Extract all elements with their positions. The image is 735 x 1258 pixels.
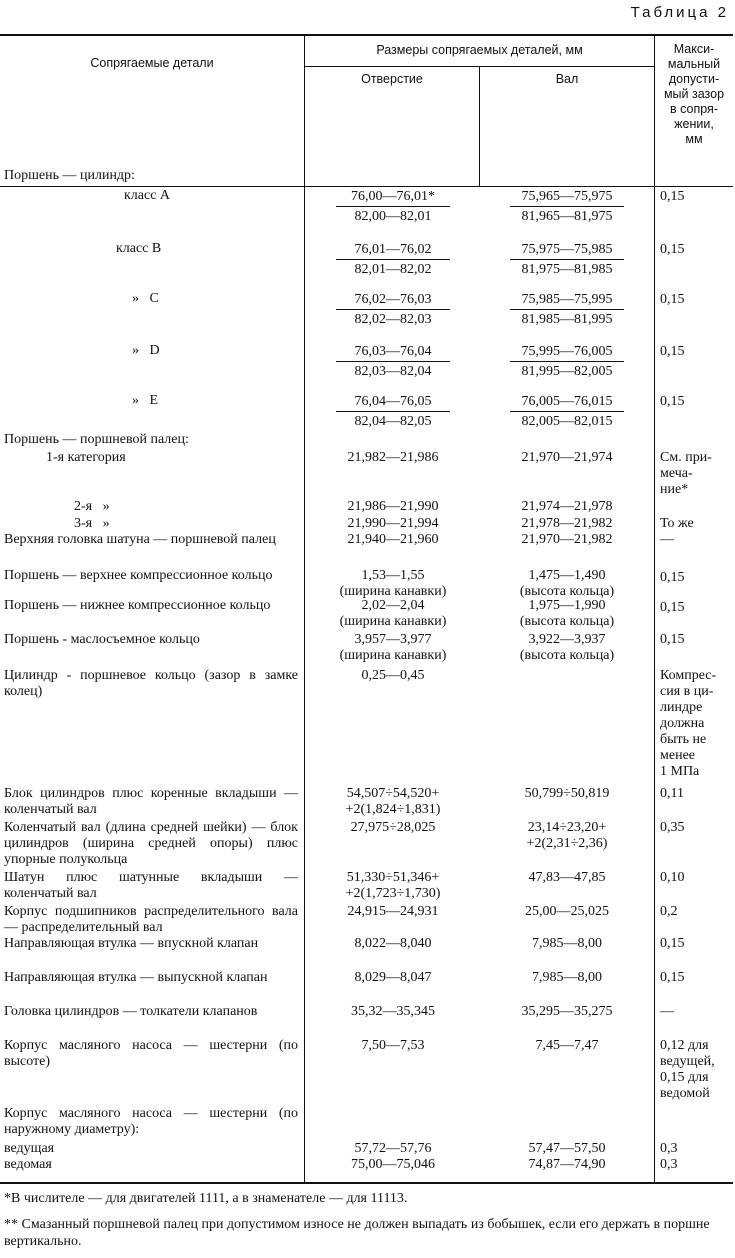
- fraction-numerator: 75,975—75,985: [510, 241, 624, 260]
- gap-value: 0,15: [660, 242, 685, 257]
- gap-value: 0,10: [660, 870, 685, 885]
- hole-value: 24,915—24,931: [347, 904, 439, 919]
- group-title: Поршень — цилиндр:: [4, 168, 135, 183]
- fraction-denominator: 82,04—82,05: [354, 414, 432, 429]
- part-name: Головка цилиндров — толкатели клапанов: [4, 1004, 258, 1019]
- shaft-value: 7,985—8,00: [532, 970, 602, 985]
- gap-value: 0,15: [660, 970, 685, 985]
- hole-value: 1,53—1,55 (ширина канавки): [339, 568, 447, 599]
- fraction-numerator: 76,005—76,015: [510, 393, 624, 412]
- gap-value: 0,15: [660, 600, 685, 615]
- group-title: Поршень — поршневой палец:: [4, 432, 189, 447]
- shaft-fraction: [510, 188, 624, 225]
- shaft-value: 23,14÷23,20+ +2(2,31÷2,36): [526, 820, 608, 851]
- fraction-denominator: 82,01—82,02: [354, 262, 432, 277]
- header-max-gap: Макси- мальный допусти- мый зазор в сопря- жении, мм: [663, 42, 725, 146]
- part-name: ведущая: [4, 1141, 55, 1156]
- gap-value: 0,15: [660, 632, 685, 647]
- hole-value: 54,507÷54,520+ +2(1,824÷1,831): [345, 786, 441, 817]
- fraction-numerator: 76,04—76,05: [336, 393, 450, 412]
- hole-value: 0,25—0,45: [361, 668, 425, 683]
- shaft-fraction: [510, 343, 624, 380]
- gap-value: —: [660, 532, 674, 547]
- footnote: ** Смазанный поршневой палец при допустимом износе не должен выпадать из бобышек, если его держать в поршне вертикально.: [4, 1217, 710, 1249]
- fraction-denominator: 82,02—82,03: [354, 312, 432, 327]
- gap-value: 0,11: [660, 786, 684, 801]
- hole-value: 8,022—8,040: [354, 936, 432, 951]
- gap-value: 0,2: [660, 904, 678, 919]
- hole-value: 75,00—75,046: [351, 1157, 435, 1172]
- part-name: Направляющая втулка — впускной клапан: [4, 936, 259, 951]
- shaft-value: 7,985—8,00: [532, 936, 602, 951]
- footnote: *В числителе — для двигателей 1111, а в знаменателе — для 11113.: [4, 1191, 408, 1206]
- hole-value: 3,957—3,977 (ширина канавки): [339, 632, 447, 663]
- fraction-denominator: 82,005—82,015: [521, 414, 613, 429]
- hole-fraction: [336, 393, 450, 430]
- category-label: 1-я категория: [46, 450, 126, 465]
- shaft-value: 1,475—1,490 (высота кольца): [519, 568, 615, 599]
- category-label: 3-я »: [74, 516, 110, 531]
- gap-value: 0,15: [660, 292, 685, 307]
- shaft-fraction: [510, 393, 624, 430]
- hole-value: 35,32—35,345: [351, 1004, 435, 1019]
- fraction-numerator: 75,985—75,995: [510, 291, 624, 310]
- shaft-fraction: [510, 241, 624, 278]
- gap-value: 0,15: [660, 394, 685, 409]
- class-label: » С: [132, 291, 159, 306]
- shaft-fraction: [510, 291, 624, 328]
- part-name: Шатун плюс шатунные вкладыши — коленчатый вал: [4, 870, 298, 901]
- hole-value: 51,330÷51,346+ +2(1,723÷1,730): [345, 870, 441, 901]
- shaft-value: 50,799÷50,819: [524, 786, 610, 801]
- header-sizes: Размеры сопрягаемых деталей, мм: [376, 43, 583, 57]
- hole-value: 8,029—8,047: [354, 970, 432, 985]
- gap-value: 0,12 для ведущей, 0,15 для ведомой: [660, 1038, 715, 1101]
- part-name: Корпус подшипников распределительного вала — распределительный вал: [4, 904, 298, 935]
- header-hole: Отверстие: [361, 72, 423, 86]
- fraction-numerator: 76,01—76,02: [336, 241, 450, 260]
- shaft-value: 47,83—47,85: [528, 870, 606, 885]
- shaft-value: 21,970—21,982: [521, 532, 613, 547]
- gap-value: То же: [660, 516, 694, 531]
- shaft-value: 35,295—35,275: [521, 1004, 613, 1019]
- column-divider: [304, 36, 305, 1182]
- fraction-denominator: 81,985—81,995: [521, 312, 613, 327]
- fraction-denominator: 81,975—81,985: [521, 262, 613, 277]
- fraction-denominator: 82,00—82,01: [354, 209, 432, 224]
- hole-value: 21,940—21,960: [347, 532, 439, 547]
- shaft-value: 1,975—1,990 (высота кольца): [519, 598, 615, 629]
- gap-value: 0,3: [660, 1141, 678, 1156]
- category-label: 2-я »: [74, 499, 110, 514]
- hole-value: 21,990—21,994: [347, 516, 439, 531]
- shaft-value: 3,922—3,937 (высота кольца): [519, 632, 615, 663]
- hole-value: 27,975÷28,025: [350, 820, 436, 835]
- part-name: Поршень — нижнее компрессионное кольцо: [4, 598, 271, 613]
- part-name: Направляющая втулка — выпускной клапан: [4, 970, 268, 985]
- fraction-denominator: 81,965—81,975: [521, 209, 613, 224]
- header-bottom-line: [0, 186, 733, 187]
- fraction-numerator: 76,00—76,01*: [336, 188, 450, 207]
- fraction-denominator: 81,995—82,005: [521, 364, 613, 379]
- hole-fraction: [336, 188, 450, 225]
- shaft-value: 74,87—74,90: [528, 1157, 606, 1172]
- part-name: Верхняя головка шатуна — поршневой палец: [4, 532, 276, 547]
- hole-fraction: [336, 241, 450, 278]
- part-name: Поршень - маслосъемное кольцо: [4, 632, 200, 647]
- gap-value: 0,15: [660, 344, 685, 359]
- fraction-numerator: 76,03—76,04: [336, 343, 450, 362]
- part-name: Корпус масляного насоса — шестерни (по высоте): [4, 1038, 298, 1069]
- column-divider: [654, 36, 655, 1182]
- shaft-value: 21,974—21,978: [521, 499, 613, 514]
- header-divider: [305, 66, 654, 67]
- part-name: Коленчатый вал (длина средней шейки) — блок цилиндров (ширина средней опоры) плюс упорные полукольца: [4, 820, 298, 867]
- class-label: класс В: [116, 241, 162, 256]
- part-name: Поршень — верхнее компрессионное кольцо: [4, 568, 273, 583]
- shaft-value: 21,970—21,974: [521, 450, 613, 465]
- gap-value: —: [660, 1004, 674, 1019]
- part-name: Блок цилиндров плюс коренные вкладыши — коленчатый вал: [4, 786, 298, 817]
- hole-fraction: [336, 291, 450, 328]
- gap-value: 0,3: [660, 1157, 678, 1172]
- hole-value: 2,02—2,04 (ширина канавки): [339, 598, 447, 629]
- header-parts: Сопрягаемые детали: [90, 56, 214, 70]
- shaft-value: 57,47—57,50: [528, 1141, 606, 1156]
- shaft-value: 21,978—21,982: [521, 516, 613, 531]
- header-shaft: Вал: [555, 72, 579, 86]
- class-label: » D: [132, 343, 160, 358]
- hole-value: 21,982—21,986: [347, 450, 439, 465]
- gap-value: 0,15: [660, 570, 685, 585]
- part-name: ведомая: [4, 1157, 52, 1172]
- gap-value: См. при- меча- ние*: [660, 450, 712, 497]
- class-label: класс А: [124, 188, 171, 203]
- gap-value: Компрес- сия в ци- линдре должна быть не менее 1 МПа: [660, 668, 717, 779]
- fraction-numerator: 76,02—76,03: [336, 291, 450, 310]
- fraction-numerator: 75,965—75,975: [510, 188, 624, 207]
- shaft-value: 25,00—25,025: [525, 904, 609, 919]
- table-caption: Таблица 2: [630, 4, 729, 21]
- fraction-numerator: 75,995—76,005: [510, 343, 624, 362]
- hole-value: 57,72—57,76: [354, 1141, 432, 1156]
- hole-value: 21,986—21,990: [347, 499, 439, 514]
- shaft-value: 7,45—7,47: [535, 1038, 599, 1053]
- fraction-denominator: 82,03—82,04: [354, 364, 432, 379]
- gap-value: 0,15: [660, 936, 685, 951]
- part-name: Цилиндр - поршневое кольцо (зазор в замке колец): [4, 668, 298, 699]
- hole-value: 7,50—7,53: [361, 1038, 425, 1053]
- hole-fraction: [336, 343, 450, 380]
- gap-value: 0,15: [660, 189, 685, 204]
- part-name: Корпус масляного насоса — шестерни (по наружному диаметру):: [4, 1106, 298, 1137]
- class-label: » Е: [132, 393, 159, 408]
- gap-value: 0,35: [660, 820, 685, 835]
